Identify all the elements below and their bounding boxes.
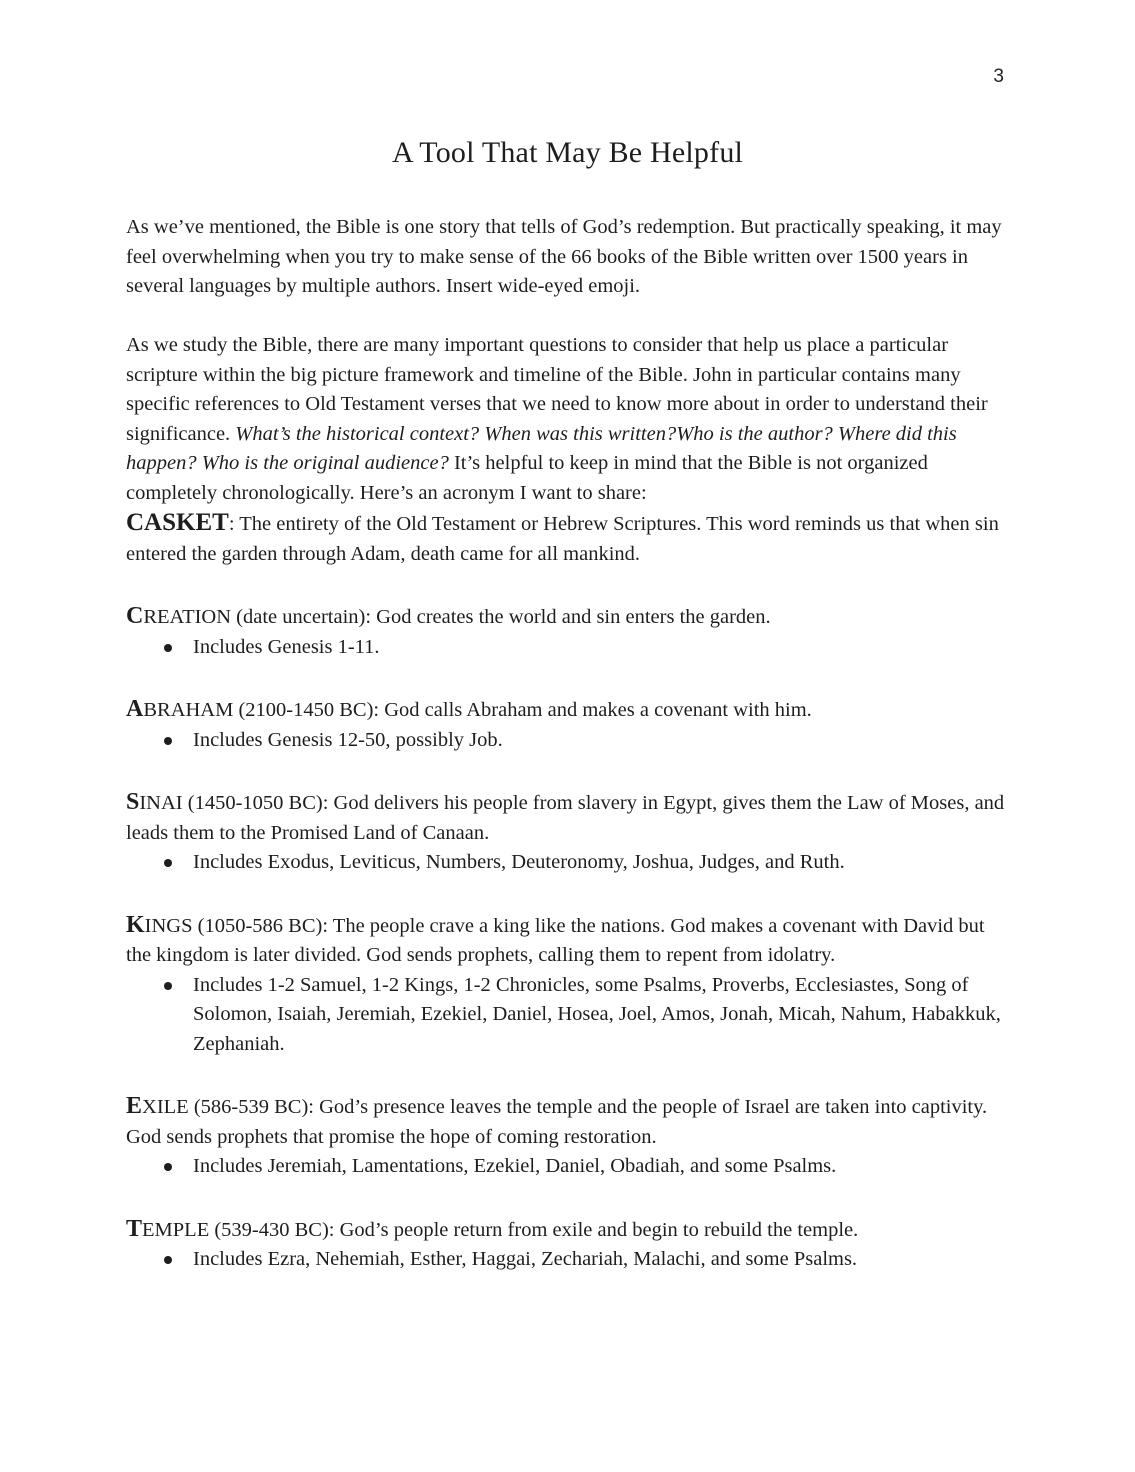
section-sinai	[126, 788, 1010, 878]
section-initial: K	[126, 911, 145, 938]
study-questions: What’s the historical context? When was this written?Who is the author? Where did this happen? Who is the original audience?	[126, 422, 957, 474]
study-text-after: It’s helpful to keep in mind that the Bible is not organized completely chronologically. Here’s an acronym I want to share:	[126, 452, 928, 504]
section-book-list	[126, 1152, 1010, 1182]
section-includes-item: Includes 1-2 Samuel, 1-2 Kings, 1-2 Chronicles, some Psalms, Proverbs, Ecclesiastes, Song of Solomon, Isaiah, Jeremiah, Ezekiel, Daniel, Hosea, Joel, Amos, Jonah, Micah, Nahum, Habakkuk, Zephaniah.	[193, 971, 1010, 1060]
section-heading	[126, 1215, 1010, 1246]
section-name: INAI	[139, 792, 183, 814]
section-kings	[126, 911, 1010, 1060]
section-exile	[126, 1092, 1010, 1182]
section-name: REATION	[143, 606, 232, 628]
section-initial: A	[126, 696, 144, 722]
section-heading	[126, 1092, 1010, 1152]
study-text-before: As we study the Bible, there are many important questions to consider that help us place a particular scripture within the big picture framework and timeline of the Bible. John in particular contains many specific references to Old Testament verses that we need to know more about in order to understand their significance.	[126, 334, 988, 445]
section-heading	[126, 788, 1010, 848]
section-name: XILE	[142, 1096, 189, 1118]
section-description: (1050-586 BC): The people crave a king like the nations. God makes a covenant with David but the kingdom is later divided. God sends prophets, calling them to repent from idolatry.	[126, 914, 985, 966]
section-initial: C	[126, 603, 144, 629]
casket-acronym: CASKET	[126, 509, 229, 536]
section-includes-item: Includes Genesis 12-50, possibly Job.	[193, 726, 1010, 756]
section-initial: T	[126, 1215, 143, 1242]
section-description: (539-430 BC): God’s people return from exile and begin to rebuild the temple.	[209, 1218, 859, 1241]
section-name: INGS	[144, 914, 193, 937]
section-includes-item: Includes Exodus, Leviticus, Numbers, Deuteronomy, Joshua, Judges, and Ruth.	[193, 848, 1010, 878]
section-description: (date uncertain): God creates the world and sin enters the garden.	[231, 606, 771, 628]
section-description: (1450-1050 BC): God delivers his people from slavery in Egypt, gives them the Law of Moses, and leads them to the Promised Land of Canaan.	[126, 792, 1005, 844]
section-book-list	[126, 1245, 1010, 1275]
section-initial: S	[126, 789, 140, 815]
section-temple	[126, 1215, 1010, 1275]
section-name: BRAHAM	[143, 699, 234, 721]
section-description: (2100-1450 BC): God calls Abraham and makes a covenant with him.	[233, 699, 812, 721]
page-title: A Tool That May Be Helpful	[391, 136, 744, 169]
section-initial: E	[126, 1093, 143, 1119]
section-includes-item: Includes Jeremiah, Lamentations, Ezekiel, Daniel, Obadiah, and some Psalms.	[193, 1152, 1010, 1182]
document-body	[126, 213, 1010, 1275]
section-includes-item: Includes Ezra, Nehemiah, Esther, Haggai, Zechariah, Malachi, and some Psalms.	[193, 1245, 1010, 1275]
section-description: (586-539 BC): God’s presence leaves the temple and the people of Israel are taken into captivity. God sends prophets that promise the hope of coming restoration.	[126, 1096, 988, 1148]
casket-definition-text: : The entirety of the Old Testament or Hebrew Scriptures. This word reminds us that when sin entered the garden through Adam, death came for all mankind.	[126, 513, 999, 565]
page-number: 3	[993, 66, 1004, 87]
section-book-list	[126, 726, 1010, 756]
section-book-list	[126, 633, 1010, 663]
section-book-list	[126, 848, 1010, 878]
casket-definition	[126, 508, 1010, 569]
section-heading	[126, 695, 1010, 726]
section-heading	[126, 911, 1010, 971]
study-paragraph	[126, 331, 1010, 508]
section-creation	[126, 602, 1010, 662]
section-heading	[126, 602, 1010, 633]
section-includes-item: Includes Genesis 1-11.	[193, 633, 1010, 663]
section-book-list	[126, 971, 1010, 1060]
section-abraham	[126, 695, 1010, 755]
intro-paragraph: As we’ve mentioned, the Bible is one story that tells of God’s redemption. But practically speaking, it may feel overwhelming when you try to make sense of the 66 books of the Bible written over 1500 years in several languages by multiple authors. Insert wide-eyed emoji.	[126, 216, 1002, 297]
section-name: EMPLE	[142, 1218, 210, 1241]
